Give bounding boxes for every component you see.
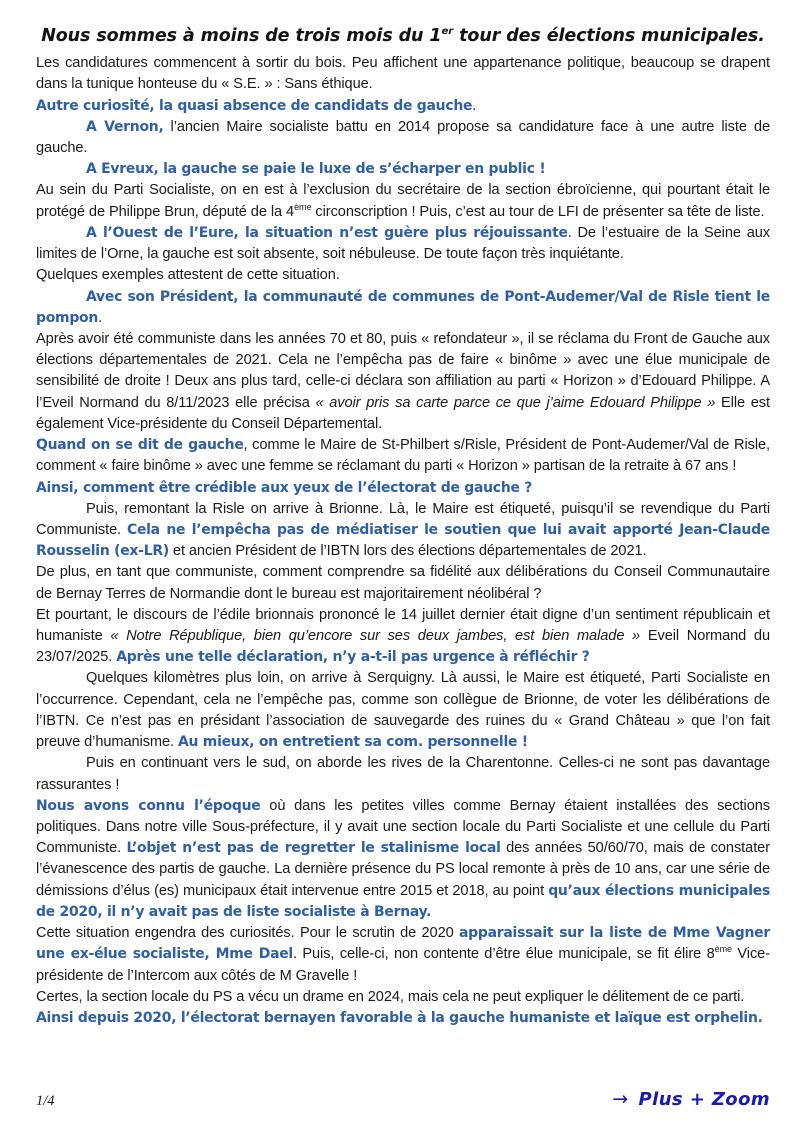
paragraph-charentonne-text: Puis en continuant vers le sud, on aborde les rives de la Charentonne. Celles-ci ne sont pas davantage rassurantes !	[36, 755, 770, 793]
highlight-nous-avons-connu-lepoque: Nous avons connu l’époque	[36, 797, 261, 814]
paragraph-nous-avons-connu	[36, 796, 770, 923]
page-number: 1/4	[36, 1093, 55, 1109]
highlight-avec-son-president: Avec son Président, la communauté de communes de Pont-Audemer/Val de Risle tient le pompon	[36, 288, 770, 326]
highlight-ainsi-comment-etre-credible: Ainsi, comment être crédible aux yeux de l’électorat de gauche ?	[36, 479, 533, 496]
paragraph-cette-situation-b: . Puis, celle-ci, non contente d’être élue municipale, se fit élire 8	[292, 946, 715, 963]
highlight-au-mieux-com-personnelle: Au mieux, on entretient sa com. personnelle !	[177, 734, 528, 751]
paragraph-parti-socialiste	[36, 180, 770, 222]
highlight-a-louest-de-leure: A l’Ouest de l’Eure, la situation n’est guère plus réjouissante	[86, 224, 568, 241]
paragraph-nous-avons-connu-a: où dans les petites villes comme Bernay étaient installées des sections politiques. Dans notre ville Sous-préfecture, il y avait une section locale du Parti Socialiste et une cellule du Parti Communiste.	[36, 797, 770, 857]
page-footer	[36, 1088, 770, 1110]
highlight-a-evreux: A Evreux, la gauche se paie le luxe de s’écharper en public !	[86, 161, 546, 178]
paragraph-serquigny-a: Quelques kilomètres plus loin, on arrive à Serquigny. Là aussi, le Maire est étiqueté, Parti Socialiste en l’occurrence. Cependant, cela ne l’empêche pas, comme son collègue de Brionne, de voter les délibérations de l’IBTN. Ce n’est pas en présidant l’association de sauvegarde des ruines du « Grand Château » que l’on fait preuve d’humanisme.	[36, 670, 770, 751]
paragraph-certes-drame-2024	[36, 987, 770, 1008]
paragraph-apres-avoir-communiste	[36, 329, 770, 435]
paragraph-pont-audemer-tail: .	[98, 309, 103, 326]
highlight-lobjet-stalinisme-local: L’objet n’est pas de regretter le stalinisme local	[126, 840, 501, 857]
paragraph-cette-situation-c: Vice-présidente de l’Intercom aux côtés de M Gravelle !	[36, 946, 770, 984]
quote-edouard-philippe: « avoir pris sa carte parce ce que j’aime Edouard Philippe »	[315, 394, 716, 411]
paragraph-evreux-heading	[36, 159, 770, 180]
ordinal-8eme: ème	[714, 944, 732, 955]
paragraph-cette-situation-a: Cette situation engendra des curiosités. Pour le scrutin de 2020	[36, 925, 459, 942]
paragraph-parti-socialiste-a: Au sein du Parti Socialiste, on en est à l’exclusion du secrétaire de la section ébroïcienne, qui pourtant était le protégé de Philippe Brun, député de la 4	[36, 182, 770, 220]
paragraph-ouest-eure-tail: . De l’estuaire de la Seine aux limites de l’Orne, la gauche est soit absente, soit nébuleuse. De toute façon très inquiétante.	[36, 224, 770, 263]
highlight-jean-claude-rousselin: Cela ne l’empêcha pas de médiatiser le soutien que lui avait apporté Jean-Claude Rousselin (ex-LR)	[36, 521, 771, 560]
plus-zoom-label: Plus + Zoom	[638, 1089, 770, 1110]
paragraph-quand-on-se-dit	[36, 435, 770, 477]
paragraph-pont-audemer-heading	[36, 287, 770, 329]
paragraph-brionne-a: Puis, remontant la Risle on arrive à Brionne. Là, le Maire est étiqueté, puisqu’il se revendique du Parti Communiste.	[36, 500, 770, 538]
paragraph-charentonne	[36, 753, 770, 795]
plus-zoom-link[interactable]	[612, 1088, 770, 1110]
paragraph-ainsi-depuis-2020	[36, 1008, 770, 1029]
paragraph-quand-on-se-dit-tail: , comme le Maire de St-Philbert s/Risle, Président de Pont-Audemer/Val de Risle, comment « faire binôme » avec une femme se réclamant du parti « Horizon » partisan de la retraite à 67 ans !	[36, 437, 770, 475]
paragraph-certes-text: Certes, la section locale du PS a vécu un drame en 2024, mais cela ne peut expliquer le délitement de ce parti.	[36, 988, 745, 1005]
quote-notre-republique: « Notre République, bien qu’encore sur ses deux jambes, est bien malade »	[110, 628, 641, 645]
highlight-quaux-elections-2020: qu’aux élections municipales de 2020, il n’y avait pas de liste socialiste à Bernay.	[36, 882, 770, 920]
paragraph-vernon	[36, 117, 770, 159]
paragraph-cette-situation	[36, 923, 770, 987]
arrow-right-icon: →	[612, 1088, 629, 1110]
highlight-a-vernon: A Vernon,	[86, 118, 164, 135]
paragraph-quelques-exemples	[36, 265, 770, 286]
paragraph-autre-curiosite-tail: .	[472, 97, 477, 114]
paragraph-brionne-b: et ancien Président de l’IBTN lors des élections départementales de 2021.	[168, 543, 647, 560]
page-title-suffix: tour des élections municipales.	[453, 26, 765, 46]
highlight-liste-mme-vagner-mme-dael: apparaissait sur la liste de Mme Vagner une ex-élue socialiste, Mme Dael	[36, 925, 770, 963]
paragraph-discours-edile-a: Et pourtant, le discours de l’édile brionnais prononcé le 14 juillet dernier était digne d’un sentiment républicain et humaniste	[36, 606, 770, 645]
highlight-electorat-bernayen-orphelin: Ainsi depuis 2020, l’électorat bernayen favorable à la gauche humaniste et laïque est orphelin.	[36, 1009, 763, 1026]
paragraph-vernon-text: l’ancien Maire socialiste battu en 2014 propose sa candidature face à une autre liste de gauche.	[36, 118, 770, 156]
page-title	[36, 26, 770, 46]
paragraph-discours-edile	[36, 605, 770, 669]
paragraph-nous-avons-connu-b: des années 50/60/70, mais de constater l’évanescence des partis de gauche. La dernière présence du PS local remonte à près de 10 ans, car une série de démissions d’élus (es) municipaux était intervenue entre 2015 et 2018, au point	[36, 840, 770, 899]
paragraph-ainsi-credible	[36, 478, 770, 499]
paragraph-apres-avoir-a: Après avoir été communiste dans les années 70 et 80, puis « refondateur », il se réclama du Front de Gauche aux élections départementales de 2021. Cela ne l’empêcha pas de faire « binôme » avec une élue municipale de sensibilité de droite ! Deux ans plus tard, celle-ci déclara son affiliation au parti « Horizon » d’Edouard Philippe. A l’Eveil Normand du 8/11/2023 elle précisa	[36, 330, 770, 411]
highlight-autre-curiosite: Autre curiosité, la quasi absence de candidats de gauche	[36, 97, 473, 114]
paragraph-discours-edile-b: Eveil Normand du 23/07/2025.	[36, 628, 770, 666]
paragraph-apres-avoir-b: Elle est également Vice-présidente du Conseil Départemental.	[36, 394, 770, 432]
paragraph-parti-socialiste-b: circonscription ! Puis, c’est au tour de LFI de présenter sa tête de liste.	[311, 203, 765, 220]
highlight-apres-une-telle-declaration: Après une telle déclaration, n’y a-t-il pas urgence à réfléchir ?	[116, 649, 590, 666]
paragraph-quelques-exemples-text: Quelques exemples attestent de cette situation.	[36, 267, 340, 284]
highlight-quand-on-se-dit-de-gauche: Quand on se dit de gauche	[36, 437, 244, 454]
paragraph-intro-text: Les candidatures commencent à sortir du bois. Peu affichent une appartenance politique, beaucoup se drapent dans la tunique honteuse du « S.E. » : Sans éthique.	[36, 55, 770, 93]
paragraph-ouest-eure	[36, 223, 770, 265]
paragraph-intro	[36, 53, 770, 95]
ordinal-4eme: ème	[294, 201, 312, 212]
page-title-prefix: Nous sommes à moins de trois mois du 1	[41, 26, 442, 46]
paragraph-conseil-communautaire	[36, 562, 770, 604]
paragraph-conseil-communautaire-text: De plus, en tant que communiste, comment comprendre sa fidélité aux délibérations du Conseil Communautaire de Bernay Terres de Normandie dont le bureau est majoritairement néolibéral ?	[36, 564, 770, 602]
paragraph-autre-curiosite	[36, 96, 770, 117]
paragraph-serquigny	[36, 668, 770, 753]
page-title-ordinal: er	[441, 26, 454, 38]
paragraph-brionne	[36, 499, 770, 563]
